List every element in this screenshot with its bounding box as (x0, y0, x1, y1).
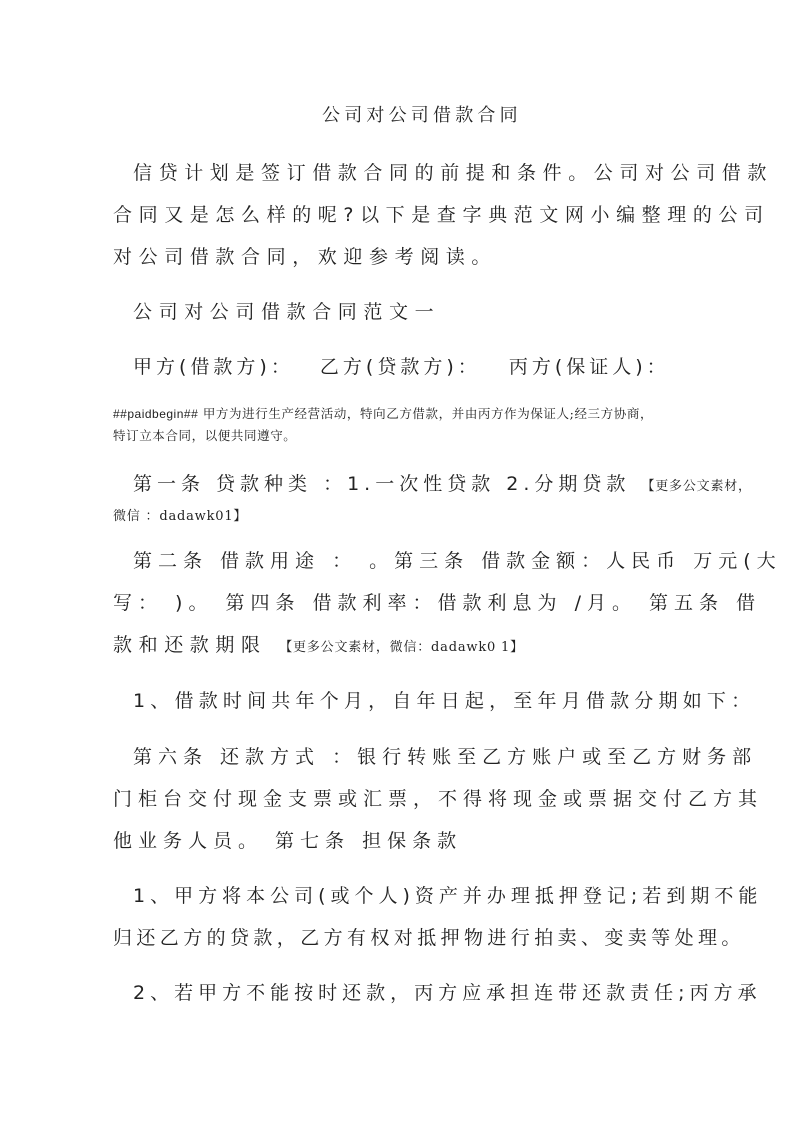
party-b-label: 乙方(贷款方)： (319, 356, 481, 378)
intro-line-1: 信贷计划是签订借款合同的前提和条件。公司对公司借款 (133, 162, 774, 184)
guarantee-item-1-line-1: 1、甲方将本公司(或个人)资产并办理抵押登记;若到期不能 (133, 885, 763, 907)
party-a-label: 甲方(借款方)： (133, 356, 294, 378)
preamble-line-2: 特订立本合同，以便共同遵守。 (113, 428, 297, 443)
article-2-5-line-3 (113, 633, 524, 660)
party-c-label: 丙方(保证人)： (508, 356, 670, 378)
article-2-5-line-2: 写： )。 第四条 借款利率：借款利息为 /月。 第五条 借 (113, 592, 762, 614)
paid-marker: ##paidbegin## (113, 407, 199, 421)
article-6-line-3: 他业务人员。 第七条 担保条款 (113, 830, 463, 852)
article-5-text: 款和还款期限 (113, 634, 267, 656)
article-1-text: 第一条 贷款种类 ：1.一次性贷款 2.分期贷款 (133, 473, 631, 495)
preamble-text-1: 甲方为进行生产经营活动，特向乙方借款，并由丙方作为保证人;经三方协商， (202, 406, 654, 421)
article-2-5-line-1: 第二条 借款用途 ： 。第三条 借款金额：人民币 万元(大 (133, 550, 782, 572)
article-1-line-1 (133, 472, 752, 499)
guarantee-item-1-line-2: 归还乙方的贷款，乙方有权对抵押物进行拍卖、变卖等处理。 (113, 927, 745, 949)
section-heading: 公司对公司借款合同范文一 (133, 301, 441, 323)
guarantee-item-2-line-1: 2、若甲方不能按时还款，丙方应承担连带还款责任;丙方承 (133, 982, 762, 1004)
article-1-note: 【更多公文素材， (641, 479, 752, 494)
term-item-1: 1、借款时间共年个月，自年日起，至年月借款分期如下： (133, 690, 756, 712)
article-6-line-2: 门柜台交付现金支票或汇票，不得将现金或票据交付乙方其 (113, 788, 764, 810)
parties-line (133, 355, 670, 379)
intro-line-2: 合同又是怎么样的呢?以下是查字典范文网小编整理的公司 (113, 204, 770, 226)
preamble-line-1 (113, 405, 653, 423)
article-6-line-1: 第六条 还款方式 ：银行转账至乙方账户或至乙方财务部 (133, 746, 758, 768)
document-title: 公司对公司借款合同 (322, 105, 522, 126)
article-1-line-2: 微信 ：dadawk01】 (113, 509, 248, 524)
intro-line-3: 对公司借款合同，欢迎参考阅读。 (113, 246, 498, 268)
article-5-note: 【更多公文素材，微信：dadawk0 1】 (279, 640, 524, 655)
